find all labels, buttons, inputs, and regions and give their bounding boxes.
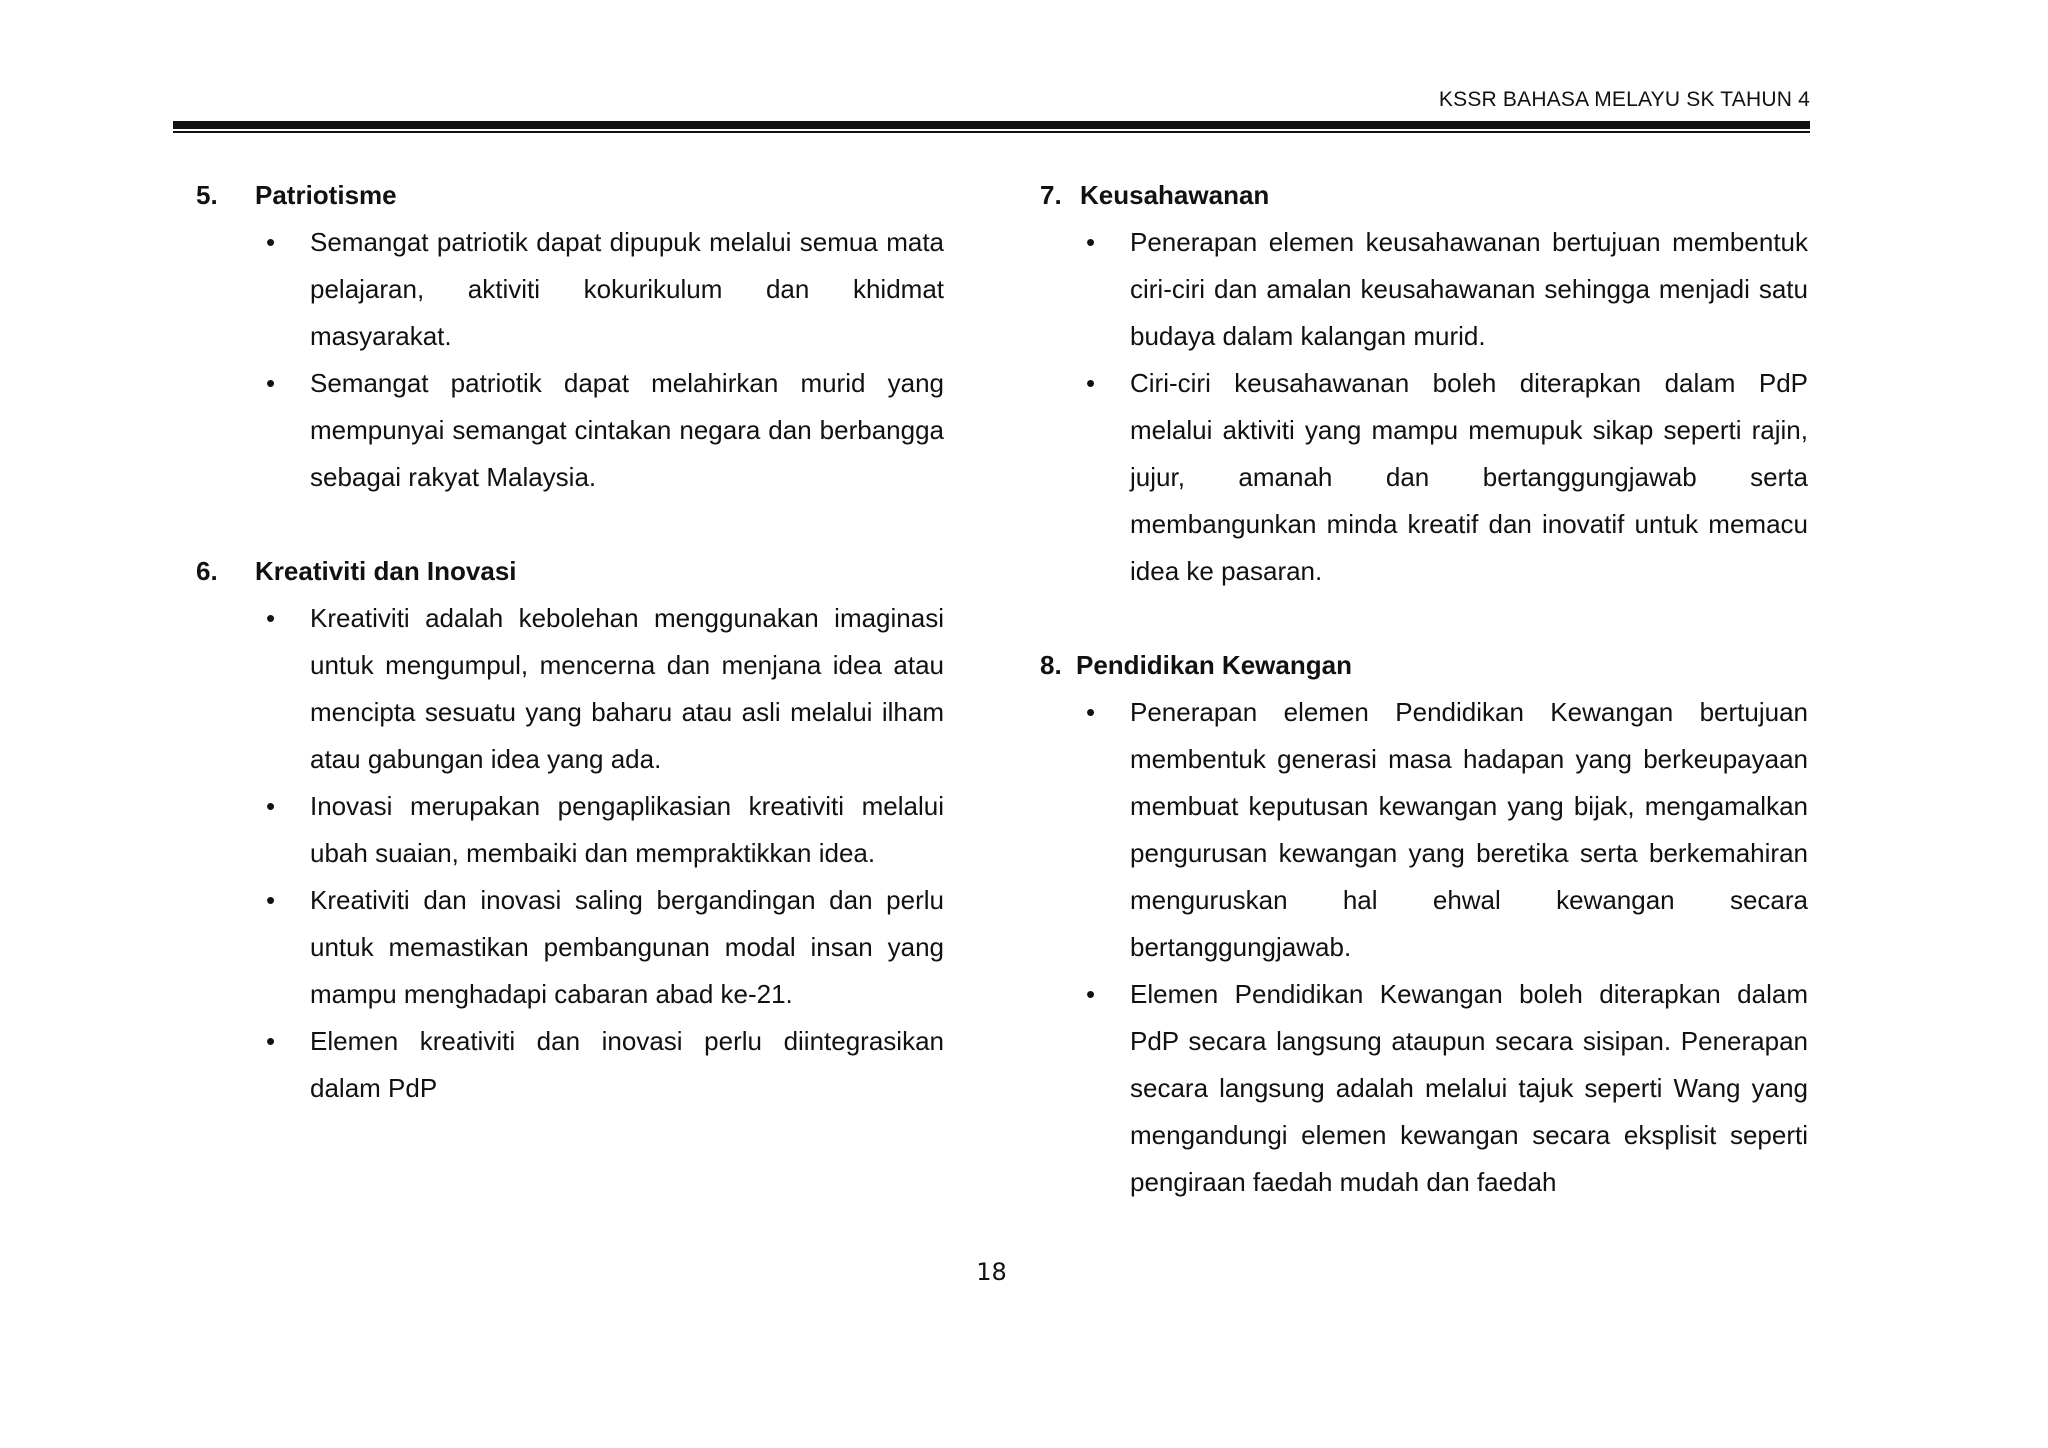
section-title: Patriotisme — [255, 180, 397, 210]
bullet-item: • Penerapan elemen Pendidikan Kewangan bertujuan membentuk generasi masa hadapan yang berkeupayaan membuat keputusan kewangan yang bijak, mengamalkan pengurusan kewangan yang beretika serta berkemahiran menguruskan hal ehwal kewangan secara bertanggungjawab. — [1040, 689, 1808, 971]
section-number: 7. — [1040, 180, 1062, 210]
section-number: 5. — [196, 180, 218, 210]
bullet-item: • Penerapan elemen keusahawanan bertujuan membentuk ciri-ciri dan amalan keusahawanan sehingga menjadi satu budaya dalam kalangan murid. — [1040, 219, 1808, 360]
bullet-item: • Kreativiti adalah kebolehan menggunakan imaginasi untuk mengumpul, mencerna dan menjana idea atau mencipta sesuatu yang baharu atau asli melalui ilham atau gabungan idea yang ada. — [196, 595, 944, 783]
section-heading-patriotisme — [196, 172, 944, 219]
section-heading-kreativiti — [196, 548, 944, 595]
bullet-list-kreativiti — [196, 595, 944, 1112]
document-header-title: KSSR BAHASA MELAYU SK TAHUN 4 — [1438, 88, 1810, 111]
left-column — [196, 172, 944, 1112]
bullet-item: • Ciri-ciri keusahawanan boleh diterapkan dalam PdP melalui aktiviti yang mampu memupuk sikap seperti rajin, jujur, amanah dan bertanggungjawab serta membangunkan minda kreatif dan inovatif untuk memacu idea ke pasaran. — [1040, 360, 1808, 595]
header-rule-thin — [173, 131, 1810, 133]
section-heading-pendidikan-kewangan — [1040, 642, 1808, 689]
section-title: Kreativiti dan Inovasi — [255, 556, 517, 586]
page-number: 18 — [976, 1258, 1007, 1286]
section-number: 8. — [1040, 650, 1062, 680]
right-column — [1040, 172, 1808, 1206]
section-title: Pendidikan Kewangan — [1076, 650, 1352, 680]
section-number: 6. — [196, 556, 218, 586]
section-heading-keusahawanan — [1040, 172, 1808, 219]
bullet-item: • Elemen Pendidikan Kewangan boleh diterapkan dalam PdP secara langsung ataupun secara sisipan. Penerapan secara langsung adalah melalui tajuk seperti Wang yang mengandungi elemen kewangan secara eksplisit seperti pengiraan faedah mudah dan faedah — [1040, 971, 1808, 1206]
bullet-item: • Semangat patriotik dapat dipupuk melalui semua mata pelajaran, aktiviti kokurikulum dan khidmat masyarakat. — [196, 219, 944, 360]
bullet-item: • Elemen kreativiti dan inovasi perlu diintegrasikan dalam PdP — [196, 1018, 944, 1112]
bullet-list-patriotisme — [196, 219, 944, 501]
section-title: Keusahawanan — [1080, 180, 1270, 210]
header-rule-thick — [173, 121, 1810, 129]
bullet-list-keusahawanan — [1040, 219, 1808, 595]
bullet-item: • Kreativiti dan inovasi saling bergandingan dan perlu untuk memastikan pembangunan modal insan yang mampu menghadapi cabaran abad ke-21. — [196, 877, 944, 1018]
bullet-item: • Semangat patriotik dapat melahirkan murid yang mempunyai semangat cintakan negara dan berbangga sebagai rakyat Malaysia. — [196, 360, 944, 501]
bullet-item: • Inovasi merupakan pengaplikasian kreativiti melalui ubah suaian, membaiki dan mempraktikkan idea. — [196, 783, 944, 877]
bullet-list-pendidikan-kewangan — [1040, 689, 1808, 1206]
